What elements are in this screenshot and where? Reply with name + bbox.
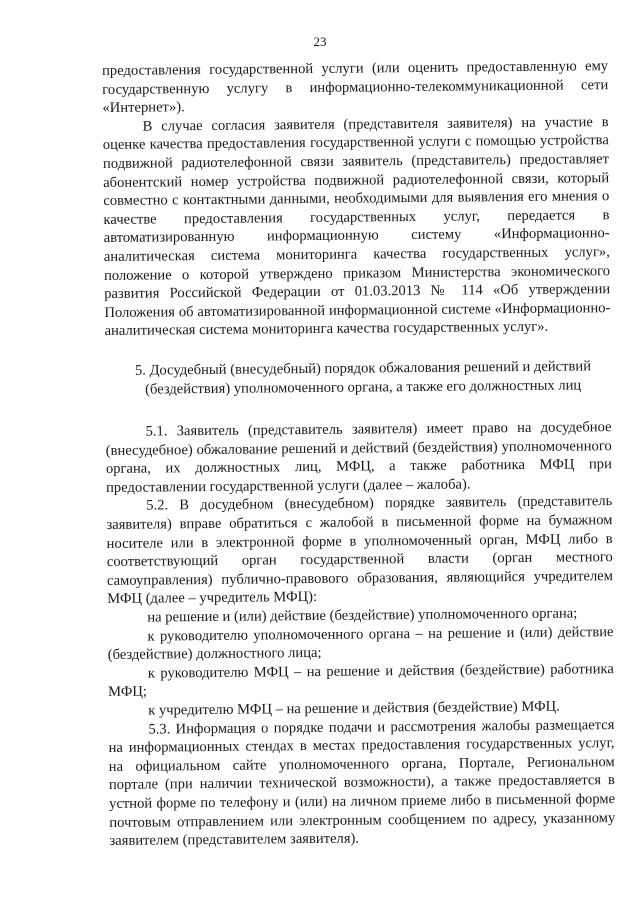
section-heading-line: 5. Досудебный (внесудебный) порядок обжалования решений и действий <box>134 358 592 379</box>
section-heading <box>105 357 611 399</box>
paragraph-continuation: предоставления государственной услуги (или оценить предоставленную ему государственную услугу в информационно-телекоммуникационной сети «Интернет»). <box>102 58 609 117</box>
paragraph-5-3: 5.3. Информация о порядке подачи и рассмотрения жалобы размещается на информационных стендах в местах предоставления государственных услуг, на официальном сайте уполномоченного органа, Портале, Региональном портале (при наличии технической возможности), а также предоставляется в устной форме по телефону и (или) на личном приеме либо в письменной форме почтовым отправлением или электронным сообщением по адресу, указанному заявителем (представителем заявителя). <box>108 716 616 850</box>
list-item: к руководителю МФЦ – на решение и действия (бездействие) работника МФЦ; <box>107 660 614 701</box>
list-item: к руководителю уполномоченного органа – на решение и (или) действие (бездействие) должностного лица; <box>107 623 614 664</box>
list-item: к учредителю МФЦ – на решение и действия (бездействие) МФЦ. <box>148 698 560 719</box>
section-heading-line: (бездействия) уполномоченного органа, а также его должностных лиц <box>144 376 582 398</box>
page-number: 23 <box>313 34 327 49</box>
document-body <box>102 57 616 851</box>
paragraph-5-1: 5.1. Заявитель (представитель заявителя) имеет право на досудебное (внесудебное) обжалование решений и действий (бездействия) уполномоченного органа, их должностных лиц, МФЦ, а также работника МФЦ при предоставлении государственной услуги (далее – жалоба). <box>105 419 612 496</box>
paragraph-5-2: 5.2. В досудебном (внесудебном) порядке заявитель (представитель заявителя) вправе обратиться с жалобой в письменной форме на бумажном носителе или в электронной форме в уполномоченный орган, МФЦ либо в соответствующий орган государственной власти (орган местного самоуправления) публично-правового образования, являющийся учредителем МФЦ (далее – учредитель МФЦ): <box>106 493 614 608</box>
paragraph-consent-assessment: В случае согласия заявителя (представителя заявителя) на участие в оценке качества предоставления государственной услуги с помощью устройства подвижной радиотелефонной связи заявитель (представитель) предоставляет абонентский номер устройства подвижной радиотелефонной связи, который совместно с контактными данными, необходимыми для выявления его мнения о качестве предоставления государственных услуг, передается в автоматизированную информационную систему «Информационно-аналитическая система мониторинга качества государственных услуг», положение о которой утверждено приказом Министерства экономического развития Российской Федерации от 01.03.2013 № 114 «Об утверждении Положения об автоматизированной информационной системе «Информационно-аналитическая система мониторинга качества государственных услуг». <box>102 113 611 340</box>
list-item: на решение и (или) действие (бездействие) уполномоченного органа; <box>147 605 578 626</box>
